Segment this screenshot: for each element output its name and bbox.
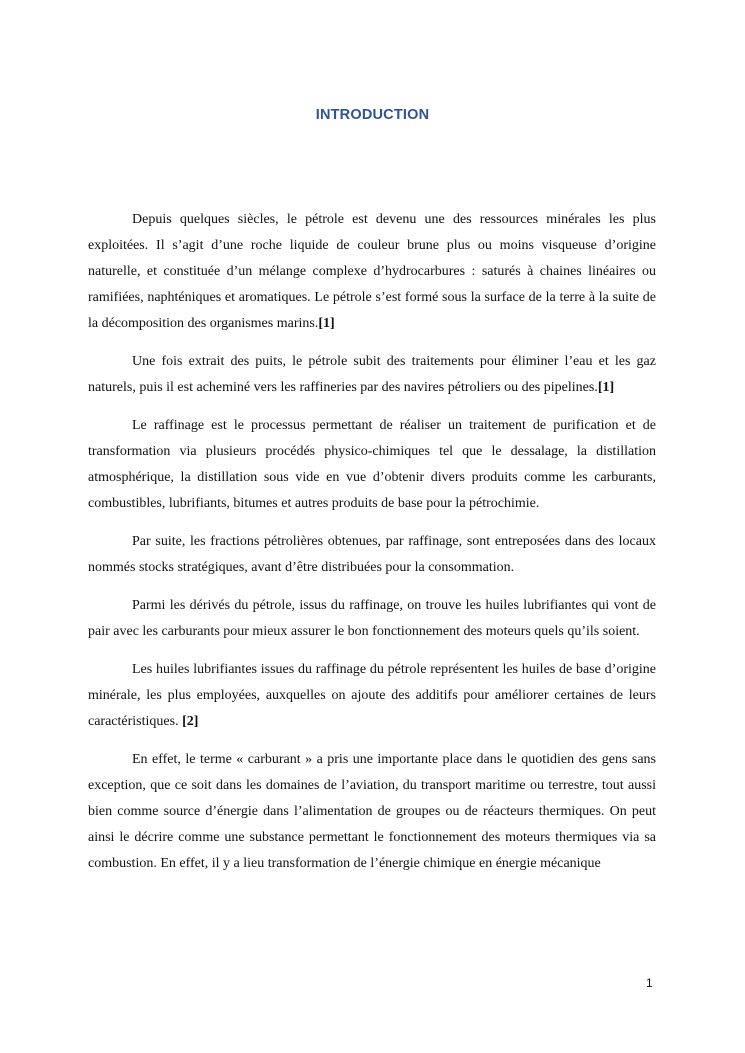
paragraph-4 (88, 529, 656, 581)
citation-ref: [1] (597, 380, 615, 395)
paragraph-text: Les huiles lubrifiantes issues du raffinage du pétrole représentent les huiles de base d’origine minérale, les plus employées, auxquelles on ajoute des additifs pour améliorer certaines de leurs caractéristiques. (88, 662, 656, 729)
citation-ref: [2] (182, 714, 199, 729)
paragraph-2 (88, 349, 656, 401)
paragraph-1 (88, 207, 656, 337)
paragraph-6 (88, 657, 656, 735)
paragraph-text: En effet, le terme « carburant » a pris une importante place dans le quotidien des gens sans exception, que ce soit dans les domaines de l’aviation, du transport maritime ou terrestre, tout aussi bien comme source d’énergie dans l’alimentation de groupes ou de réacteurs thermiques. On peut ainsi le décrire comme une substance permettant le fonctionnement des moteurs thermiques via sa combustion. En effet, il y a lieu transformation de l’énergie chimique en énergie mécanique (88, 752, 656, 871)
paragraph-5 (88, 593, 656, 645)
paragraph-7 (88, 747, 656, 877)
section-title: INTRODUCTION (315, 107, 430, 123)
page-number: 1 (646, 976, 653, 990)
paragraph-text: Depuis quelques siècles, le pétrole est devenu une des ressources minérales les plus exploitées. Il s’agit d’une roche liquide de couleur brune plus ou moins visqueuse d’origine naturelle, et constituée d’un mélange complexe d’hydrocarbures : saturés à chaines linéaires ou ramifiées, naphténiques et aromatiques. Le pétrole s’est formé sous la surface de la terre à la suite de la décomposition des organismes marins. (88, 212, 656, 331)
paragraph-text: Une fois extrait des puits, le pétrole subit des traitements pour éliminer l’eau et les gaz naturels, puis il est acheminé vers les raffineries par des navires pétroliers ou des pipelines. (88, 354, 656, 395)
paragraph-text: Le raffinage est le processus permettant de réaliser un traitement de purification et de transformation via plusieurs procédés physico-chimiques tel que le dessalage, la distillation atmosphérique, la distillation sous vide en vue d’obtenir divers produits comme les carburants, combustibles, lubrifiants, bitumes et autres produits de base pour la pétrochimie. (88, 418, 656, 511)
body-text (88, 207, 656, 889)
citation-ref: [1] (318, 316, 335, 331)
paragraph-text: Par suite, les fractions pétrolières obtenues, par raffinage, sont entreposées dans des locaux nommés stocks stratégiques, avant d’être distribuées pour la consommation. (88, 534, 656, 575)
paragraph-3 (88, 413, 656, 517)
paragraph-text: Parmi les dérivés du pétrole, issus du raffinage, on trouve les huiles lubrifiantes qui vont de pair avec les carburants pour mieux assurer le bon fonctionnement des moteurs quels qu’ils soient. (88, 598, 656, 639)
